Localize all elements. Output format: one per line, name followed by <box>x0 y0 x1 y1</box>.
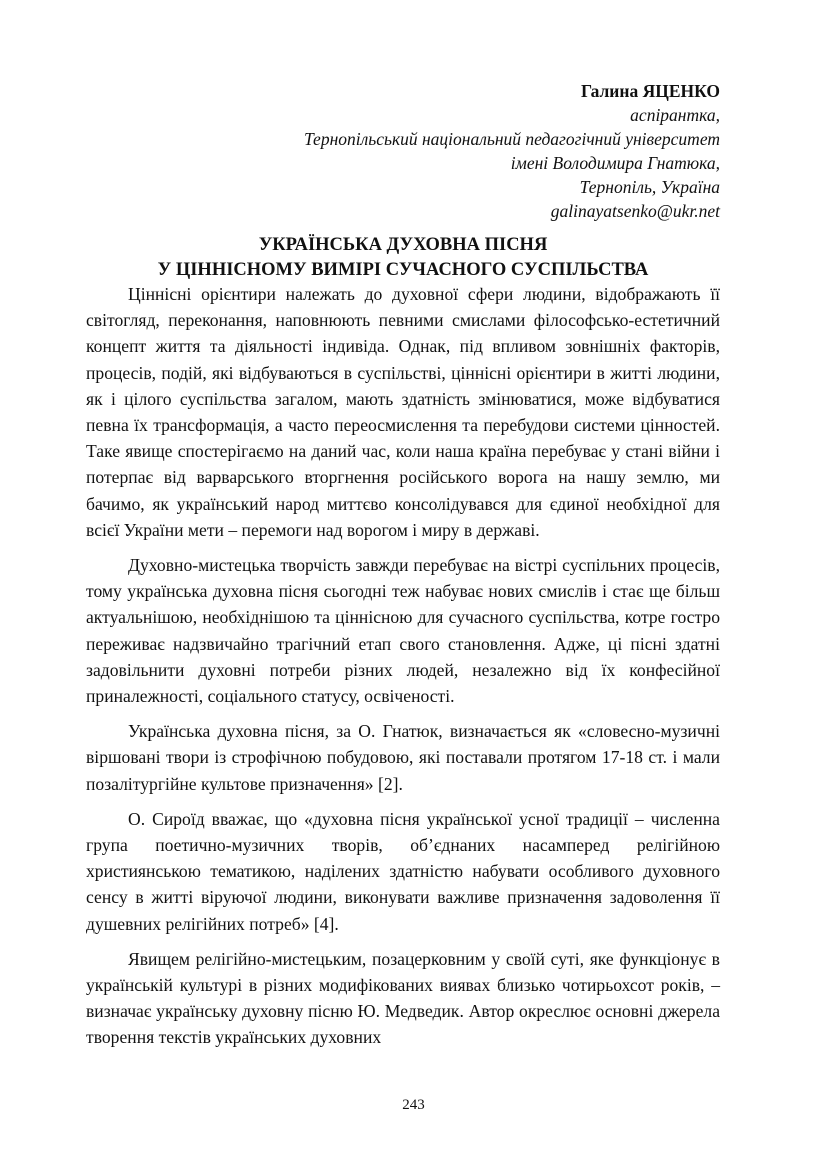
author-position: аспірантка, <box>630 105 720 125</box>
paragraph: Духовно-мистецька творчість завжди перебуває на вістрі суспільних процесів, тому українська духовна пісня сьогодні теж набуває нових смислів і стає ще більш актуальнішою, необхіднішою та ціннісною для сучасного суспільства, котре гостро переживає надзвичайно трагічний етап свого становлення. Адже, ці пісні здатні задовільнити духовні потреби різних людей, незалежно від їх конфесійної приналежності, соціального статусу, освіченості. <box>86 555 720 707</box>
paragraph: Явищем релігійно-мистецьким, позацерковним у своїй суті, яке функціонує в українській культурі в різних модифікованих виявах близько чотирьохсот років, – визначає українську духовну пісню Ю. Медведик. Автор окреслює основні джерела творення текстів українських духовних <box>86 948 720 1048</box>
author-name: Галина ЯЦЕНКО <box>580 81 720 101</box>
article-body <box>86 281 720 1060</box>
paragraph: Українська духовна пісня, за О. Гнатюк, визначається як «словесно-музичні віршовані твори із строфічною побудовою, які поставали протягом 17-18 ст. і мали позалітургійне культове призначення» [2]. <box>86 721 720 794</box>
article-title <box>86 233 720 283</box>
page-number: 243 <box>402 1097 425 1113</box>
author-block <box>86 79 720 223</box>
author-email[interactable]: galinayatsenko@ukr.net <box>550 201 720 221</box>
author-location: Тернопіль, Україна <box>579 177 720 197</box>
author-university: Тернопільський національний педагогічний університет <box>303 129 720 149</box>
title-line-1: УКРАЇНСЬКА ДУХОВНА ПІСНЯ <box>258 235 548 255</box>
paragraph: О. Сироїд вважає, що «духовна пісня української усної традиції – численна група поетично-музичних творів, об’єднаних насамперед релігійною християнською тематикою, наділених здатністю набувати особливого духовного сенсу в житті віруючої людини, виконувати важливе призначення задоволення її душевних релігійних потреб» [4]. <box>86 808 720 934</box>
paragraph: Ціннісні орієнтири належать до духовної сфери людини, відображають її світогляд, переконання, наповнюють певними смислами філософсько-естетичний концепт життя та діяльності індивіда. Однак, під впливом зовнішніх факторів, процесів, подій, які відбуваються в суспільстві, ціннісні орієнтири в житті людини, як і цілого суспільства загалом, мають здатність змінюватися, може відбуватися певна їх трансформація, а часто переосмислення та перебудови системи цінностей. Таке явище спостерігаємо на даний час, коли наша країна перебуває у стані війни і потерпає від варварського вторгнення російського ворога на нашу землю, ми бачимо, як український народ миттєво консолідувався для єдиної необхідної для всієї України мети – перемоги над ворогом і миру в державі. <box>86 284 720 540</box>
author-university-name: імені Володимира Гнатюка, <box>510 153 720 173</box>
title-line-2: У ЦІННІСНОМУ ВИМІРІ СУЧАСНОГО СУСПІЛЬСТВА <box>157 260 649 280</box>
